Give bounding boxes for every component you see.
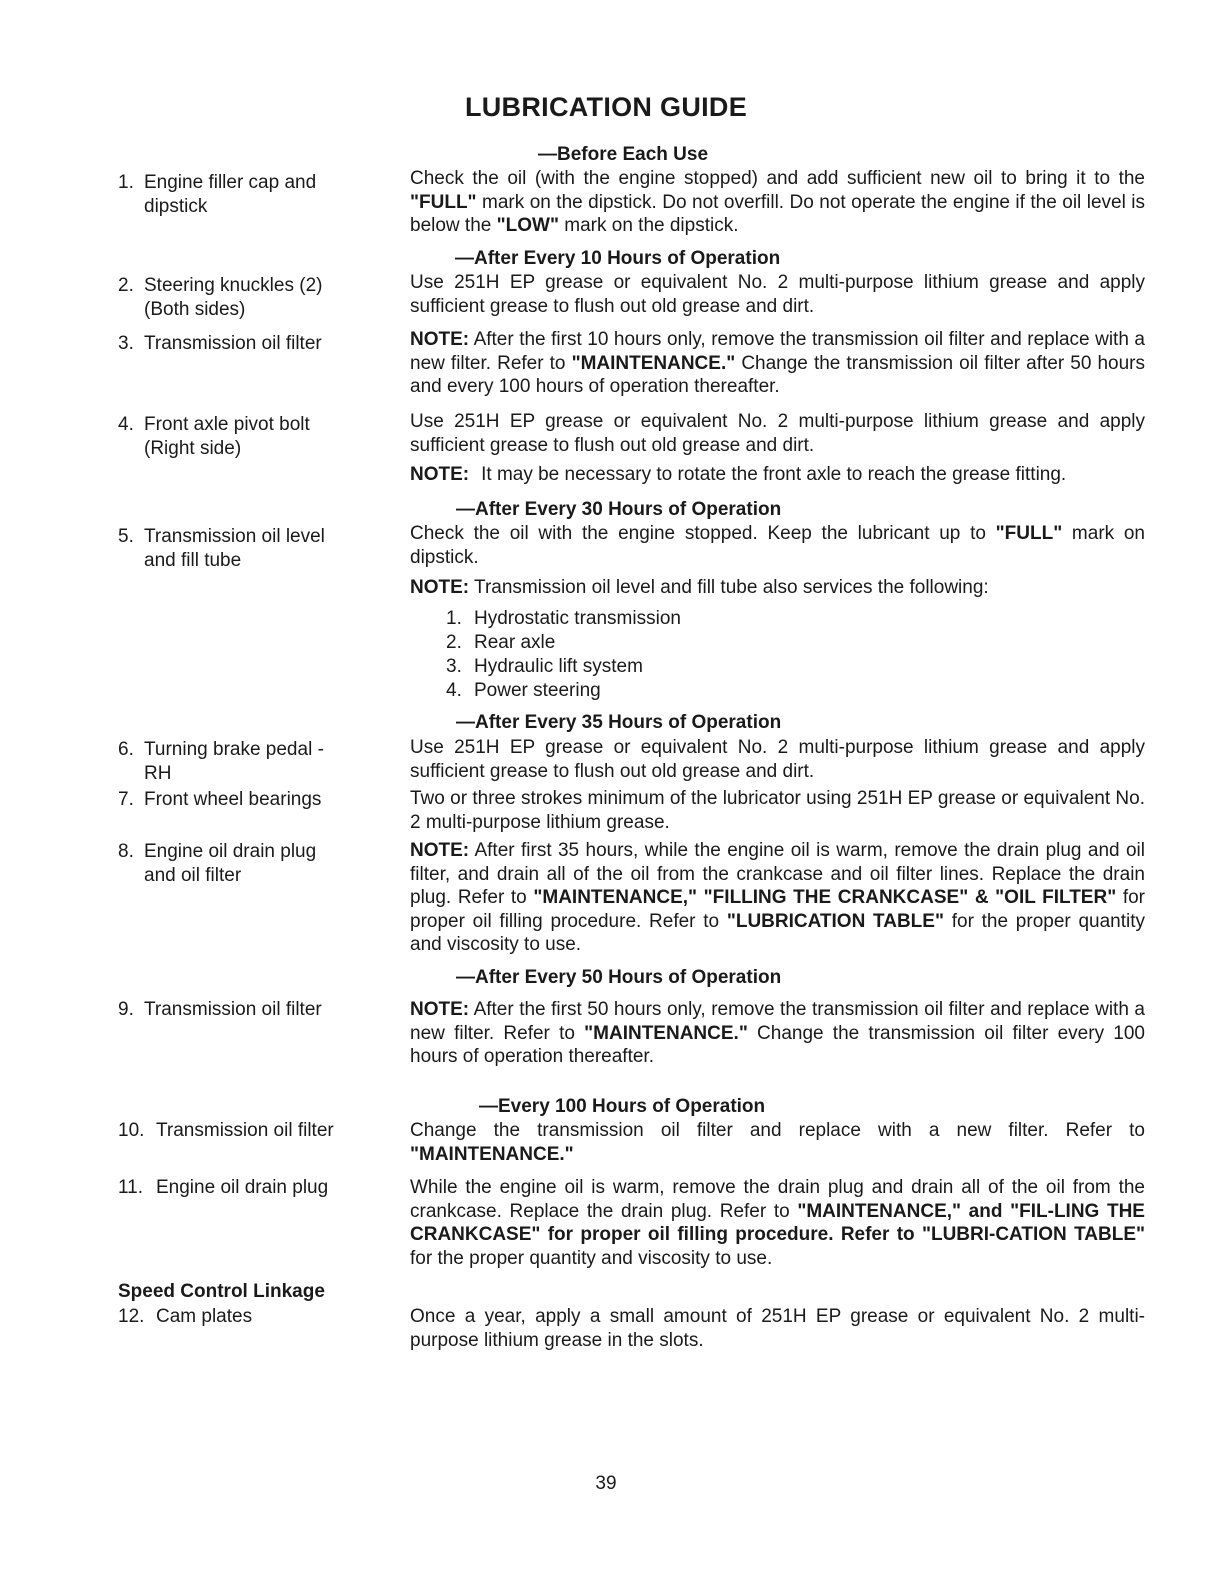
note-front-axle: NOTE: It may be necessary to rotate the front axle to reach the grease fitting. [410,464,1067,485]
lube-point-item: 1. Engine filler cap and dipstick [118,172,317,217]
section-35-hours: —After Every 35 Hours of Operation [456,712,782,733]
lube-point-item: 4. Front axle pivot bolt (Right side) [118,414,310,459]
note-oil-drain: NOTE: After first 35 hours, while the engine oil is warm, remove the drain plug and oil filter, and drain all of the oil from the crankcase and oil filter lines. Replace the drain plug. Refer to "MAINTENANCE," "FILLING THE CRANKCASE" & "OIL FILTER" for proper oil filling procedure. Refer to "LUBRICATION TABLE" for the proper quantity and viscosity to use. [410,840,1146,955]
lube-point-item: 11. Engine oil drain plug [118,1177,329,1198]
note-transmission-filter: NOTE: After the first 10 hours only, remove the transmission oil filter and replace with a new filter. Refer to "MAINTENANCE." Change the transmission oil filter after 50 hours and every 100 hours of operation thereafter. [410,329,1145,397]
list-item: 2. Rear axle [446,632,556,653]
section-50-hours: —After Every 50 Hours of Operation [456,967,782,988]
note-fill-tube: NOTE: Transmission oil level and fill tube also services the following: [410,577,989,598]
page-number: 39 [595,1473,617,1494]
note-50-hours: NOTE: After the first 50 hours only, remove the transmission oil filter and replace with a new filter. Refer to "MAINTENANCE." Change the transmission oil filter every 100 hours of operation thereafter. [410,999,1145,1067]
page-title: LUBRICATION GUIDE [464,92,748,122]
lube-point-item: 5. Transmission oil level and fill tube [118,526,325,571]
lube-point-item: 6. Turning brake pedal - RH [118,739,324,784]
section-100-hours: —Every 100 Hours of Operation [479,1096,766,1117]
lube-point-item: 3. Transmission oil filter [118,333,322,354]
lube-point-item: 8. Engine oil drain plug and oil filter [118,841,317,886]
lube-point-item: 7. Front wheel bearings [118,789,322,810]
speed-control-heading: Speed Control Linkage [118,1281,325,1302]
paragraph-wheel-bearings: Two or three strokes minimum of the lubricator using 251H EP grease or equivalent No. 2 multi-purpose lithium grease. [410,788,1145,833]
paragraph-transmission-oil: Check the oil with the engine stopped. Keep the lubricant up to "FULL" mark on dipstick. [410,523,1145,568]
list-item: 4. Power steering [446,680,601,701]
section-30-hours: —After Every 30 Hours of Operation [456,499,782,520]
section-before-each-use: —Before Each Use [538,144,709,165]
paragraph-steering-grease: Use 251H EP grease or equivalent No. 2 multi-purpose lithium grease and apply sufficient grease to flush out old grease and dirt. [410,272,1145,317]
lube-point-item: 9. Transmission oil filter [118,999,322,1020]
paragraph-100-drain: While the engine oil is warm, remove the drain plug and drain all of the oil from the crankcase. Replace the drain plug. Refer to "MAINTENANCE," and "FIL-LING THE CRANKCASE" for proper oil filling procedure. Refer to "LUBRI-CATION TABLE" for the proper quantity and viscosity to use. [410,1177,1145,1269]
lube-point-item: 2. Steering knuckles (2) (Both sides) [118,275,323,320]
lube-point-item: 10. Transmission oil filter [118,1120,334,1141]
paragraph-pivot-grease: Use 251H EP grease or equivalent No. 2 multi-purpose lithium grease and apply sufficient grease to flush out old grease and dirt. [410,411,1145,456]
paragraph-cam-plates: Once a year, apply a small amount of 251H EP grease or equivalent No. 2 multi-purpose lithium grease in the slots. [410,1306,1145,1351]
paragraph-brake-grease: Use 251H EP grease or equivalent No. 2 multi-purpose lithium grease and apply sufficient grease to flush out old grease and dirt. [410,737,1145,782]
list-item: 1. Hydrostatic transmission [446,608,681,629]
lube-point-item: 12. Cam plates [118,1306,253,1327]
paragraph-before-use: Check the oil (with the engine stopped) and add sufficient new oil to bring it to the "FULL" mark on the dipstick. Do not overfill. Do not operate the engine if the oil level is below the "LOW" mark on the dipstick. [410,168,1145,236]
list-item: 3. Hydraulic lift system [446,656,643,677]
paragraph-100-filter: Change the transmission oil filter and replace with a new filter. Refer to "MAINTENANCE." [410,1120,1145,1165]
section-10-hours: —After Every 10 Hours of Operation [455,248,781,269]
